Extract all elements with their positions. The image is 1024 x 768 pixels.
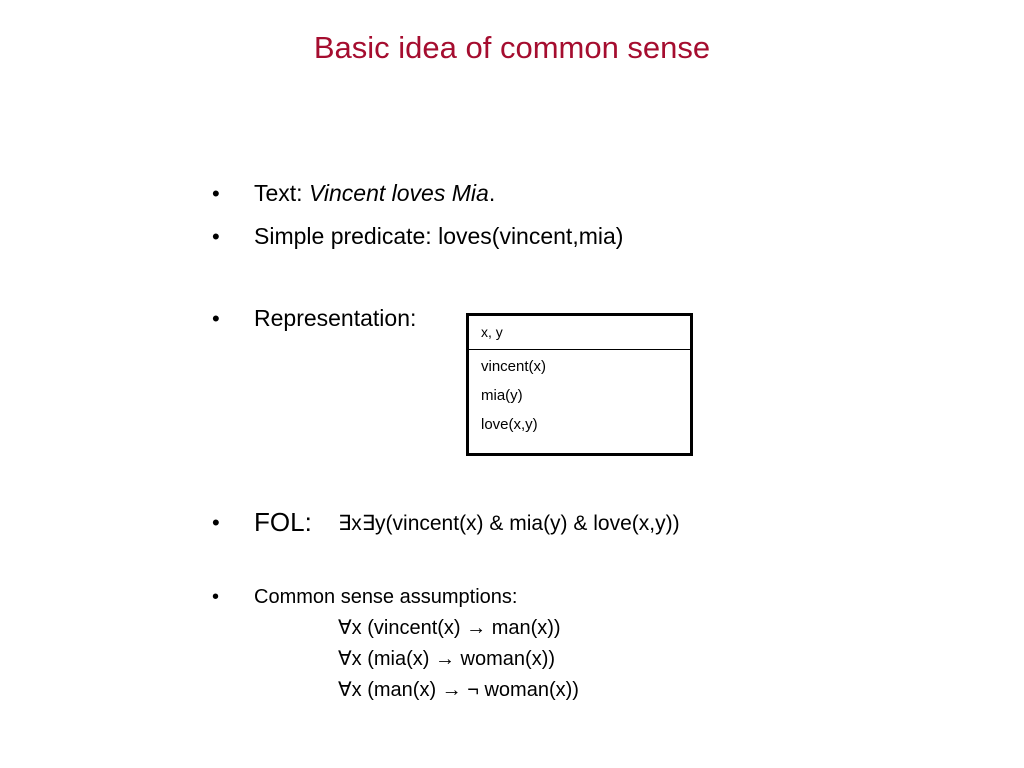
bullet-dot: • bbox=[212, 510, 220, 535]
drs-box bbox=[466, 313, 693, 456]
representation-bullet: Representation: bbox=[254, 305, 417, 331]
bullet-dot: • bbox=[212, 224, 220, 249]
text-end: . bbox=[488, 180, 496, 206]
bullet-dot: • bbox=[212, 586, 220, 608]
assumption-line: ∀x (mia(x) → woman(x)) bbox=[338, 648, 556, 670]
fol-label: FOL: bbox=[254, 507, 312, 537]
fol-formula: ∃x∃y(vincent(x) & mia(y) & love(x,y)) bbox=[338, 512, 680, 535]
drs-conditions bbox=[469, 350, 690, 444]
text-bullet bbox=[254, 182, 495, 205]
predicate-bullet: Simple predicate: loves(vincent,mia) bbox=[254, 223, 624, 249]
drs-condition: vincent(x) bbox=[481, 358, 547, 375]
drs-condition: mia(y) bbox=[481, 387, 523, 404]
text-label: Text: bbox=[254, 180, 309, 206]
slide-title: Basic idea of common sense bbox=[313, 30, 711, 65]
drs-condition: love(x,y) bbox=[481, 416, 538, 433]
assumption-line: ∀x (vincent(x) → man(x)) bbox=[338, 617, 561, 639]
drs-universe: x, y bbox=[469, 316, 690, 350]
bullet-dot: • bbox=[212, 181, 220, 206]
bullet-dot: • bbox=[212, 306, 220, 331]
common-sense-bullet: Common sense assumptions: bbox=[254, 586, 518, 608]
text-example: Vincent loves Mia bbox=[308, 180, 489, 206]
assumption-line: ∀x (man(x) → ¬ woman(x)) bbox=[338, 679, 579, 701]
